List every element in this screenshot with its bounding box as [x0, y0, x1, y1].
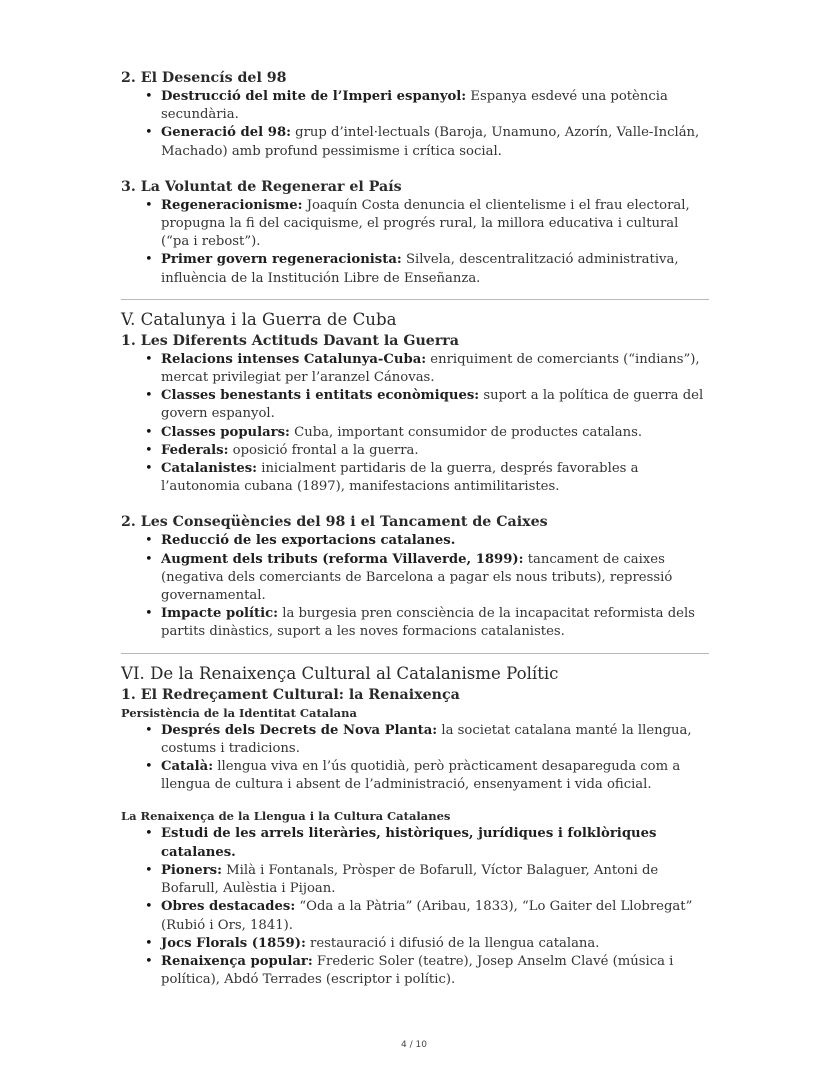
bullet-list: [121, 351, 709, 497]
section-title: 2. El Desencís del 98: [121, 70, 287, 86]
item-text: tancament de caixes (negativa dels comerciants de Barcelona a pagar els nous tributs), repressió governamental.: [161, 551, 673, 604]
section-title: 1. Les Diferents Actituds Davant la Guerra: [121, 332, 459, 349]
item-term: Reducció de les exportacions catalanes.: [161, 533, 456, 549]
list-item: [161, 898, 709, 934]
list-item: [161, 460, 709, 496]
item-text: Silvela, descentralització administrativa, influència de la Institución Libre de Enseñanza.: [161, 252, 679, 286]
item-text: oposició frontal a la guerra.: [228, 442, 419, 458]
item-term: Generació del 98:: [161, 125, 291, 141]
section-title: 1. El Redreçament Cultural: la Renaixença: [121, 686, 460, 703]
list-item: [161, 758, 709, 794]
list-item: [161, 862, 709, 898]
bullet-list: [121, 532, 709, 641]
subsection-title: La Renaixença de la Llengua i la Cultura Catalanes: [121, 809, 451, 824]
item-text: llengua viva en l’ús quotidià, però pràcticament desapareguda com a llengua de cultura i absent de l’administració, ensenyament i vida oficial.: [161, 759, 681, 793]
bullet-list: [121, 825, 709, 989]
item-term: Catalanistes:: [161, 461, 258, 477]
bullet-list: [121, 197, 709, 288]
item-term: Primer govern regeneracionista:: [161, 252, 402, 268]
list-item: [161, 532, 709, 550]
bullet-list: [121, 722, 709, 795]
item-text: grup d’intel·lectuals (Baroja, Unamuno, Azorín, Valle-Inclán, Machado) amb profund pessimisme i crítica social.: [161, 125, 700, 159]
part-title: V. Catalunya i la Guerra de Cuba: [121, 309, 397, 329]
divider: [121, 299, 709, 300]
section-title: 3. La Voluntat de Regenerar el País: [121, 178, 402, 195]
item-term: Augment dels tributs (reforma Villaverde, 1899):: [161, 551, 524, 567]
list-item: [161, 442, 709, 460]
item-text: “Oda a la Pàtria” (Aribau, 1833), “Lo Gaiter del Llobregat” (Rubió i Ors, 1841).: [161, 899, 693, 933]
list-item: [161, 605, 709, 641]
item-text: la societat catalana manté la llengua, costums i tradicions.: [161, 722, 692, 756]
list-item: [161, 935, 709, 953]
item-term: Català:: [161, 759, 214, 775]
item-text: Frederic Soler (teatre), Josep Anselm Clavé (música i política), Abdó Terrades (escriptor i polític).: [161, 953, 674, 988]
list-item: [161, 722, 709, 758]
subsection-title: Persistència de la Identitat Catalana: [121, 705, 357, 720]
item-term: Després dels Decrets de Nova Planta:: [161, 722, 438, 738]
list-item: [161, 953, 709, 989]
item-text: Espanya esdevé una potència secundària.: [161, 89, 668, 123]
section-actituds-guerra: [121, 331, 709, 497]
item-term: Pioners:: [161, 862, 222, 878]
item-term: Estudi de les arrels literàries, històriques, jurídiques i folklòriques catalanes.: [161, 826, 657, 860]
item-text: Joaquín Costa denuncia el clientelisme i el frau electoral, propugna la fi del caciquisme, el progrés rural, la millora educativa i cultural (“pa i rebost”).: [161, 197, 690, 250]
section-consequencies-98: [121, 512, 709, 641]
part-title: VI. De la Renaixença Cultural al Catalanisme Polític: [121, 663, 559, 683]
item-text: Milà i Fontanals, Pròsper de Bofarull, Víctor Balaguer, Antoni de Bofarull, Aulèstia i Pijoan.: [161, 862, 659, 897]
item-text: inicialment partidaris de la guerra, després favorables a l’autonomia cubana (1897), manifestacions antimilitaristes.: [161, 461, 639, 495]
page-number: 4 / 10: [401, 1040, 427, 1050]
section-desencis-98: [121, 68, 709, 161]
divider: [121, 653, 709, 654]
item-term: Relacions intenses Catalunya-Cuba:: [161, 351, 427, 367]
item-term: Destrucció del mite de l’Imperi espanyol:: [161, 89, 467, 104]
document-page: [121, 68, 709, 989]
item-text: suport a la política de guerra del govern espanyol.: [161, 388, 704, 422]
list-item: [161, 251, 709, 287]
list-item: [161, 88, 709, 124]
item-term: Renaixença popular:: [161, 953, 313, 969]
bullet-list: [121, 88, 709, 161]
item-term: Classes populars:: [161, 424, 290, 440]
item-term: Jocs Florals (1859):: [161, 935, 306, 951]
list-item: [161, 387, 709, 423]
item-text: Cuba, important consumidor de productes catalans.: [289, 424, 643, 440]
list-item: [161, 197, 709, 252]
list-item: [161, 351, 709, 387]
item-term: Impacte polític:: [161, 606, 279, 622]
item-term: Classes benestants i entitats econòmiques:: [161, 388, 480, 404]
item-text: la burgesia pren consciència de la incapacitat reformista dels partits dinàstics, suport a les noves formacions catalanistes.: [161, 606, 695, 640]
list-item: [161, 551, 709, 606]
item-term: Obres destacades:: [161, 899, 296, 915]
item-term: Regeneracionisme:: [161, 197, 303, 213]
list-item: [161, 124, 709, 160]
section-title: 2. Les Conseqüències del 98 i el Tancament de Caixes: [121, 514, 548, 531]
item-text: enriquiment de comerciants (“indians”), mercat privilegiat per l’aranzel Cánovas.: [161, 351, 700, 386]
list-item: [161, 825, 709, 861]
list-item: [161, 424, 709, 442]
item-term: Federals:: [161, 442, 229, 458]
item-text: restauració i difusió de la llengua catalana.: [305, 935, 600, 951]
section-voluntat-regenerar: [121, 177, 709, 288]
section-redrecament-cultural: [121, 685, 709, 990]
